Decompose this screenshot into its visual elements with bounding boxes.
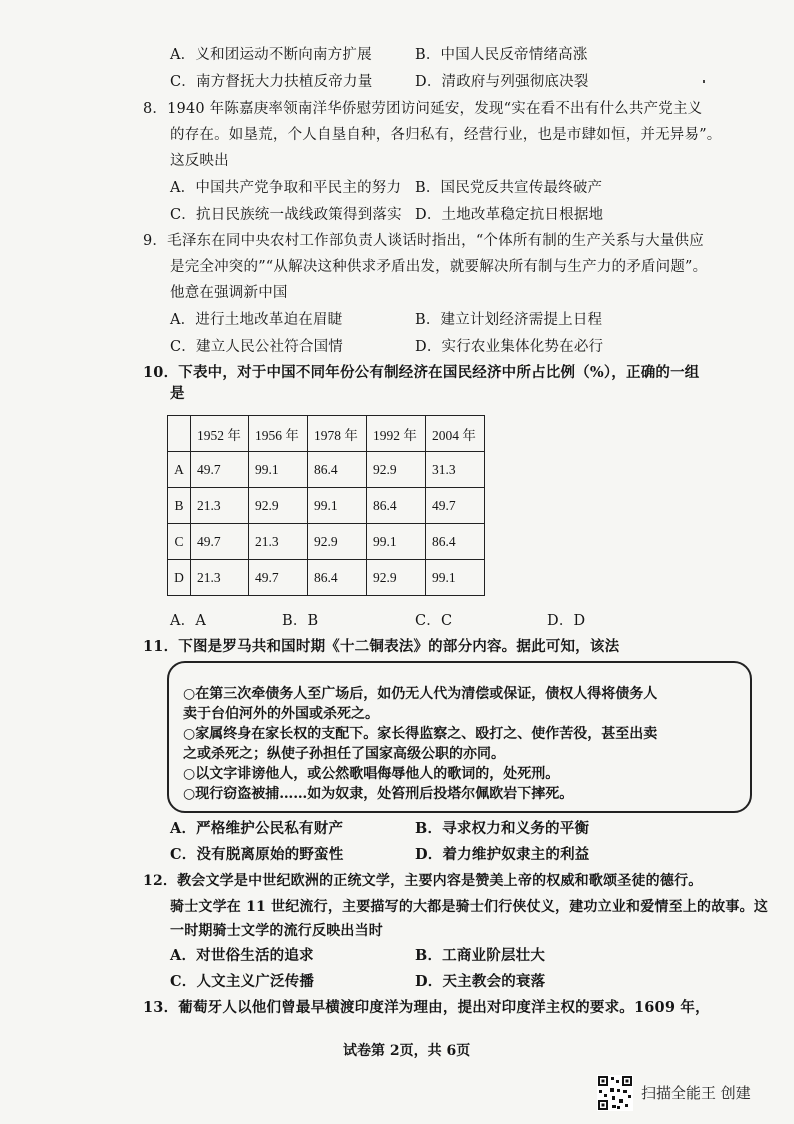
q12-option-a: A．对世俗生活的追求 <box>170 947 314 964</box>
q12-stem-line1: 12．教会文学是中世纪欧洲的正统文学，主要内容是赞美上帝的权威和歌颂圣徒的德行。 <box>143 873 703 889</box>
table-cell: 21.3 <box>191 560 249 596</box>
q8-stem-line2: 的存在。如垦荒，个人自垦自种，各归私有，经营行业，也是市肆如恒，并无异易”。 <box>170 127 722 143</box>
table-header-cell: 1978 年 <box>308 416 367 452</box>
q7-option-a: A．义和团运动不断向南方扩展 <box>170 47 372 63</box>
q7-option-c: C．南方督抚大力扶植反帝力量 <box>170 74 373 90</box>
page-footer: 试卷第 2页，共 6页 <box>343 1043 471 1059</box>
table-cell: 92.9 <box>367 560 426 596</box>
table-header-cell: 1952 年 <box>191 416 249 452</box>
table-header-cell: 1956 年 <box>249 416 308 452</box>
table-cell: 99.1 <box>426 560 485 596</box>
q8-option-c: C．抗日民族统一战线政策得到落实 <box>170 207 402 223</box>
q11-option-d: D．着力维护奴隶主的利益 <box>415 846 590 863</box>
q11-option-a: A．严格维护公民私有财产 <box>170 820 344 837</box>
table-row <box>168 488 485 524</box>
table-corner-cell <box>168 416 191 452</box>
table-cell: 92.9 <box>249 488 308 524</box>
q8-option-d: D．土地改革稳定抗日根据地 <box>415 207 604 223</box>
table-row <box>168 524 485 560</box>
table-row-label: A <box>168 452 191 488</box>
q9-stem-line3: 他意在强调新中国 <box>170 285 288 301</box>
table-cell: 86.4 <box>367 488 426 524</box>
quote-line: 卖于台伯河外的外国或杀死之。 <box>183 706 379 722</box>
q12-stem-line2: 骑士文学在 11 世纪流行，主要描写的大都是骑士们行侠仗义，建功立业和爱情至上的故事。这 <box>170 899 769 915</box>
table-cell: 49.7 <box>191 524 249 560</box>
table-cell: 92.9 <box>308 524 367 560</box>
q13-stem-line1: 13．葡萄牙人以他们曾最早横渡印度洋为理由，提出对印度洋主权的要求。1609 年， <box>143 999 710 1016</box>
q12-option-b: B．工商业阶层壮大 <box>415 947 546 964</box>
table-header-row <box>168 416 485 452</box>
q12-option-c: C．人文主义广泛传播 <box>170 973 315 990</box>
table-cell: 86.4 <box>426 524 485 560</box>
table-cell: 21.3 <box>191 488 249 524</box>
table-cell: 99.1 <box>308 488 367 524</box>
quote-line: ○在第三次牵债务人至广场后，如仍无人代为清偿或保证，债权人得将债务人 <box>183 686 658 702</box>
q12-option-d: D．天主教会的衰落 <box>415 973 546 990</box>
qr-code-icon <box>597 1075 633 1111</box>
table-row-label: C <box>168 524 191 560</box>
q11-option-b: B．寻求权力和义务的平衡 <box>415 820 590 837</box>
q12-stem-line3: 一时期骑士文学的流行反映出当时 <box>170 923 383 939</box>
q10-stem-line1: 10．下表中，对于中国不同年份公有制经济在国民经济中所占比例（%），正确的一组 <box>143 364 700 381</box>
table-cell: 21.3 <box>249 524 308 560</box>
quote-line: 之或杀死之；纵使子孙担任了国家高级公职的亦同。 <box>183 746 505 762</box>
q8-stem-line3: 这反映出 <box>170 153 229 169</box>
q11-option-c: C．没有脱离原始的野蛮性 <box>170 846 344 863</box>
table-cell: 86.4 <box>308 452 367 488</box>
q9-option-d: D．实行农业集体化势在必行 <box>415 339 604 355</box>
q8-option-a: A．中国共产党争取和平民主的努力 <box>170 180 402 196</box>
q10-option-b: B．B <box>282 613 319 629</box>
quote-line: ○以文字诽谤他人，或公然歌唱侮辱他人的歌词的，处死刑。 <box>183 766 560 782</box>
table-header-cell: 1992 年 <box>367 416 426 452</box>
table-row-label: B <box>168 488 191 524</box>
table-cell: 99.1 <box>367 524 426 560</box>
q10-option-c: C．C <box>415 613 453 629</box>
q8-option-b: B．国民党反共宣传最终破产 <box>415 180 603 196</box>
q10-option-d: D．D <box>547 613 586 629</box>
q9-stem-line2: 是完全冲突的”“从解决这种供求矛盾出发，就要解决所有制与生产力的矛盾问题”。 <box>170 259 708 275</box>
q7-option-b: B．中国人民反帝情绪高涨 <box>415 47 588 63</box>
table-header-cell: 2004 年 <box>426 416 485 452</box>
table-cell: 49.7 <box>426 488 485 524</box>
quote-line: ○家属终身在家长权的支配下。家长得监察之、殴打之、使作苦役，甚至出卖 <box>183 726 658 742</box>
table-row <box>168 560 485 596</box>
table-cell: 49.7 <box>249 560 308 596</box>
table-cell: 31.3 <box>426 452 485 488</box>
quote-line: ○现行窃盗被捕……如为奴隶，处笞刑后投塔尔佩欧岩下摔死。 <box>183 786 574 802</box>
q10-stem-line2: 是 <box>170 385 185 402</box>
q7-option-d: D．清政府与列强彻底决裂 <box>415 74 589 90</box>
table-cell: 49.7 <box>191 452 249 488</box>
q9-option-a: A．进行土地改革迫在眉睫 <box>170 312 343 328</box>
table-row <box>168 452 485 488</box>
table-cell: 99.1 <box>249 452 308 488</box>
q9-option-c: C．建立人民公社符合国情 <box>170 339 343 355</box>
table-cell: 86.4 <box>308 560 367 596</box>
q9-stem-line1: 9．毛泽东在同中央农村工作部负责人谈话时指出，“个体所有制的生产关系与大量供应 <box>143 233 704 249</box>
q11-stem: 11．下图是罗马共和国时期《十二铜表法》的部分内容。据此可知，该法 <box>143 638 620 655</box>
q10-data-table <box>167 415 485 596</box>
table-cell: 92.9 <box>367 452 426 488</box>
q8-stem-line1: 8．1940 年陈嘉庚率领南洋华侨慰劳团访问延安，发现“实在看不出有什么共产党主义 <box>143 101 703 117</box>
table-row-label: D <box>168 560 191 596</box>
q9-option-b: B．建立计划经济需提上日程 <box>415 312 603 328</box>
scanner-watermark-text: 扫描全能王 创建 <box>641 1084 751 1102</box>
scan-speck <box>703 80 705 83</box>
q10-option-a: A．A <box>170 613 207 629</box>
